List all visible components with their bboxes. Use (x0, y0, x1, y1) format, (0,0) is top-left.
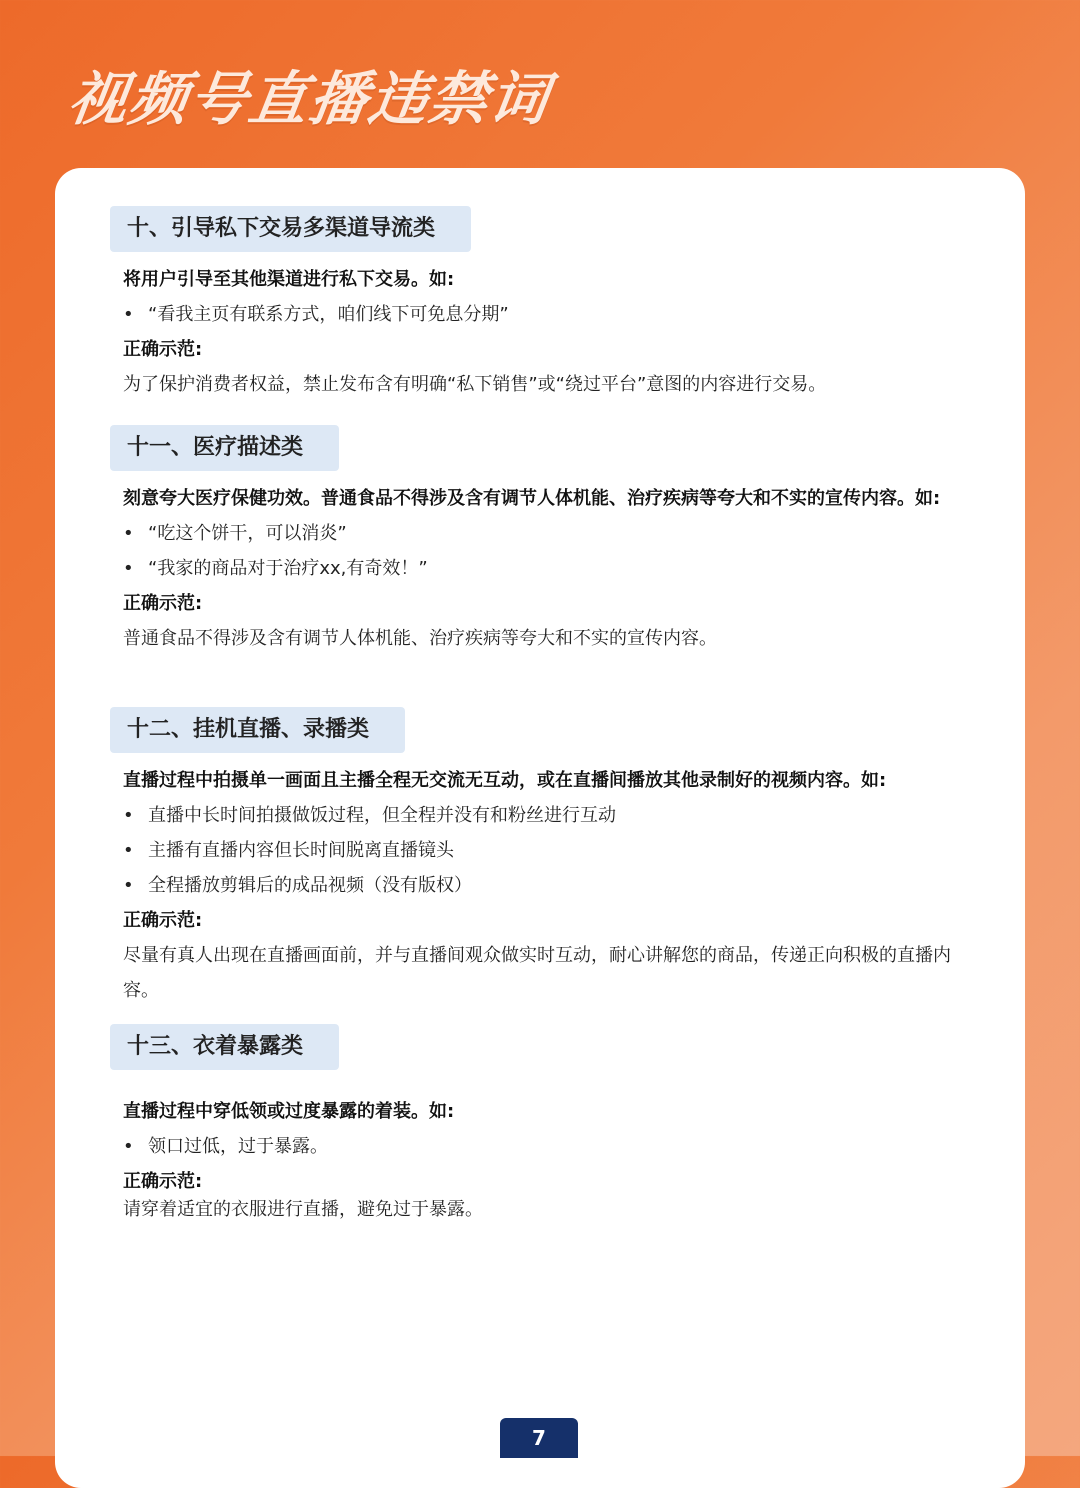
example-list (110, 297, 970, 332)
correct-example-text: 普通食品不得涉及含有调节人体机能、治疗疾病等夸大和不实的宣传内容。 (123, 628, 717, 649)
correct-example-label: 正确示范: (123, 593, 203, 614)
section-title: 十一、医疗描述类 (110, 425, 339, 471)
example-item: • “吃这个饼干，可以消炎” (123, 516, 970, 551)
section-description: 直播过程中穿低领或过度暴露的着装。如: (123, 1101, 455, 1122)
correct-example-label: 正确示范: (123, 1171, 203, 1192)
page-title: 视频号直播违禁词 (64, 65, 555, 133)
example-item: • 直播中长时间拍摄做饭过程，但全程并没有和粉丝进行互动 (123, 798, 970, 833)
section-title: 十三、衣着暴露类 (110, 1024, 339, 1070)
section-medical (110, 425, 970, 656)
section-private-trade (110, 206, 970, 402)
example-item: • 领口过低，过于暴露。 (123, 1129, 970, 1164)
correct-example-label: 正确示范: (123, 910, 203, 931)
example-item: • 主播有直播内容但长时间脱离直播镜头 (123, 833, 970, 868)
correct-example-text: 为了保护消费者权益，禁止发布含有明确“私下销售”或“绕过平台”意图的内容进行交易。 (123, 374, 827, 395)
section-title: 十、引导私下交易多渠道导流类 (110, 206, 471, 252)
section-idle-stream (110, 707, 970, 1008)
section-description: 将用户引导至其他渠道进行私下交易。如: (123, 269, 455, 290)
section-description: 刻意夸大医疗保健功效。普通食品不得涉及含有调节人体机能、治疗疾病等夸大和不实的宣传内容。如: (123, 488, 941, 509)
section-description: 直播过程中拍摄单一画面且主播全程无交流无互动，或在直播间播放其他录制好的视频内容。如: (123, 770, 887, 791)
section-revealing-clothing (110, 1024, 970, 1221)
page-number: 7 (500, 1418, 578, 1458)
section-title: 十二、挂机直播、录播类 (110, 707, 405, 753)
correct-example-label: 正确示范: (123, 339, 203, 360)
example-item: • “我家的商品对于治疗xx,有奇效！” (123, 551, 970, 586)
example-list (110, 516, 970, 586)
example-item: • “看我主页有联系方式，咱们线下可免息分期” (123, 297, 970, 332)
example-list (110, 1129, 970, 1164)
correct-example-text: 请穿着适宜的衣服进行直播，避免过于暴露。 (123, 1199, 483, 1220)
example-list (110, 798, 970, 903)
correct-example-text: 尽量有真人出现在直播画面前，并与直播间观众做实时互动，耐心讲解您的商品，传递正向积极的直播内容。 (123, 945, 951, 1001)
example-item: • 全程播放剪辑后的成品视频（没有版权） (123, 868, 970, 903)
content-card (55, 168, 1025, 1488)
